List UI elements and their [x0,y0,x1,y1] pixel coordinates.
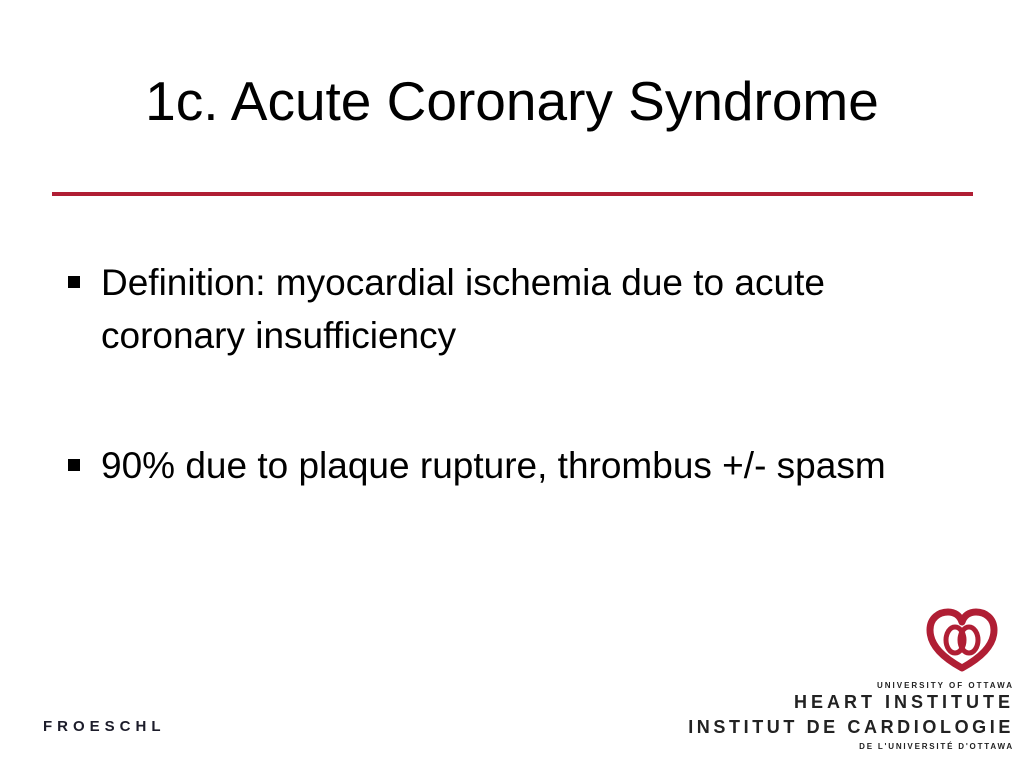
logo-universite-line: DE L'UNIVERSITÉ D'OTTAWA [859,742,1014,751]
logo-heart-institute-line: HEART INSTITUTE [794,692,1014,712]
square-bullet-icon [68,276,80,288]
bullet-item-definition [64,256,944,362]
interlocking-hearts-icon [922,608,1002,674]
bullet-list [64,256,944,492]
square-bullet-icon [68,459,80,471]
slide-title: 1c. Acute Coronary Syndrome [145,70,879,132]
title-divider [52,192,973,196]
bullet-item-cause [64,439,944,492]
logo-institut-line: INSTITUT DE CARDIOLOGIE [688,717,1014,737]
logo-university-line: UNIVERSITY OF OTTAWA [876,681,1014,690]
bullet-text: Definition: myocardial ischemia due to acute coronary insufficiency [101,262,825,356]
heart-institute-logo [640,608,1020,758]
footer-author: FROESCHL [43,718,166,735]
bullet-text: 90% due to plaque rupture, thrombus +/- spasm [101,445,886,486]
